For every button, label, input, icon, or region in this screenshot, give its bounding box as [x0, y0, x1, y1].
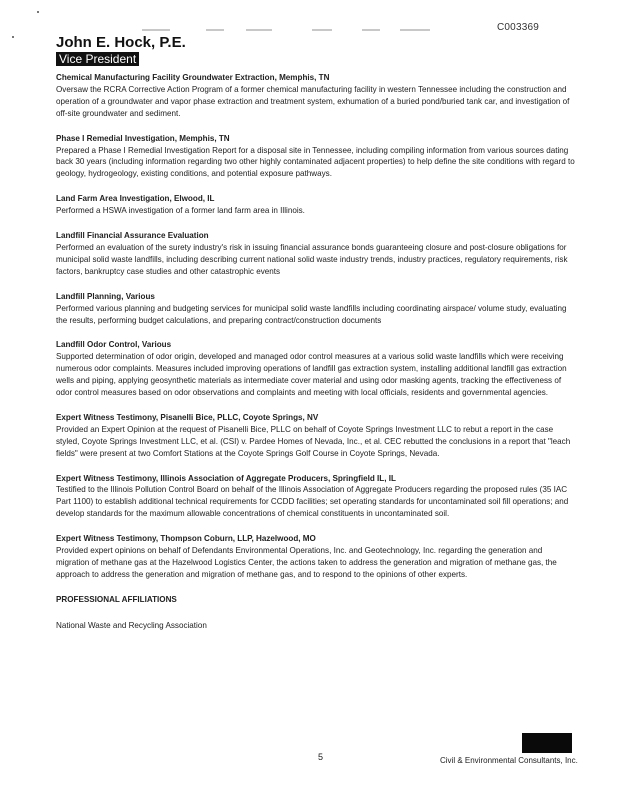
- redaction-block: [522, 733, 572, 753]
- project-entry: [56, 412, 576, 460]
- project-description: Performed an evaluation of the surety industry's risk in issuing financial assurance bonds guaranteeing closure and post-closure obligations for municipal solid waste landfills, including describing current national solid waste industry trends, industry practices, regulatory requirements, risk factors, bankruptcy case studies and other catastrophic events: [56, 242, 568, 276]
- affiliations-heading: PROFESSIONAL AFFILIATIONS: [56, 594, 177, 604]
- project-description: Oversaw the RCRA Corrective Action Program of a former chemical manufacturing facility in western Tennessee including the construction and operation of a groundwater and vapor phase extraction and treatment system, exhumation of a buried pond/buried tank car, and investigation of off-site groundwater and sediment.: [56, 84, 570, 118]
- scan-speck: [37, 11, 39, 13]
- project-entry: [56, 72, 576, 120]
- project-entry: [56, 533, 576, 581]
- project-description: Provided an Expert Opinion at the request of Pisanelli Bice, PLLC on behalf of Coyote Springs Investment LLC to rebut a report in the case styled, Coyote Springs Investment LLC, et al. (CSI) v. Pardee Homes of Nevada, Inc., et al. CEC rebutted the conclusions in a report that "leach fields" were present at two Comfort Stations at the Coyote Springs Golf Course in Coyote Springs, Nevada.: [56, 424, 571, 458]
- project-description: Prepared a Phase I Remedial Investigation Report for a disposal site in Tennessee, including compiling information from various sources dating back 30 years (including information regarding two other highly contaminated adjacent properties) to help define the site conditions with regard to geology, hydrogeology, existing conditions, and potential exposure pathways.: [56, 145, 575, 179]
- project-entry: [56, 291, 576, 327]
- document-id: C003369: [497, 22, 539, 33]
- project-title: Expert Witness Testimony, Illinois Association of Aggregate Producers, Springfield IL, IL: [56, 473, 396, 483]
- project-entry: [56, 230, 576, 278]
- project-description: Provided expert opinions on behalf of Defendants Environmental Operations, Inc. and Geotechnology, Inc. regarding the generation and migration of methane gas at the Hazelwood Logistics Center, the actions taken to address the generation and migration of methane gas, the approach to address the generation and migration of methane gas, and to respond to the opinions of other experts.: [56, 546, 557, 579]
- footer-company-name: Civil & Environmental Consultants, Inc.: [440, 756, 578, 765]
- person-name: John E. Hock, P.E.: [56, 34, 186, 51]
- affiliation-item: National Waste and Recycling Association: [56, 620, 207, 630]
- project-title: Expert Witness Testimony, Pisanelli Bice, PLLC, Coyote Springs, NV: [56, 412, 319, 422]
- page-number: 5: [318, 752, 324, 762]
- project-entry: [56, 473, 576, 521]
- project-title: Landfill Planning, Various: [56, 291, 155, 301]
- project-description: Performed a HSWA investigation of a former land farm area in Illinois.: [56, 206, 305, 216]
- project-entry: [56, 193, 576, 217]
- person-role: Vice President: [56, 52, 139, 66]
- project-title: Landfill Financial Assurance Evaluation: [56, 231, 209, 241]
- project-entry: [56, 339, 576, 399]
- project-title: Land Farm Area Investigation, Elwood, IL: [56, 194, 215, 204]
- resume-content: [56, 72, 576, 632]
- faint-header-marks: [142, 29, 442, 35]
- project-description: Supported determination of odor origin, developed and managed odor control measures at a various solid waste landfills which were receiving numerous odor complaints. Measures included improving operations of landfill gas extraction system, installing additional landfill gas extraction wells and piping, applying geosynthetic materials as intermediate cover material and using odor masking agents, tracking the effectiveness of odor control measures based on odor observations and complaints and meeting with local officials, residents and governmental agencies.: [56, 352, 567, 398]
- project-title: Chemical Manufacturing Facility Groundwater Extraction, Memphis, TN: [56, 73, 330, 82]
- project-title: Phase I Remedial Investigation, Memphis, TN: [56, 133, 230, 143]
- scan-speck: [12, 36, 14, 38]
- project-title: Expert Witness Testimony, Thompson Coburn, LLP, Hazelwood, MO: [56, 534, 316, 544]
- project-title: Landfill Odor Control, Various: [56, 340, 172, 350]
- project-description: Performed various planning and budgeting services for municipal solid waste landfills including coordinating airspace/ volume study, evaluating the results, performing budget calculations, and preparing contract/construction documents: [56, 303, 567, 325]
- project-entry: [56, 133, 576, 181]
- project-description: Testified to the Illinois Pollution Control Board on behalf of the Illinois Association of Aggregate Producers regarding the proposed rules (35 IAC Part 1100) to establish additional technical requirements for CCDD facilities; set operating standards for uncontaminated soil fill operations; and develop standards for the maximum allowable concentrations of chemical constituents in uncontaminated soil.: [56, 485, 569, 519]
